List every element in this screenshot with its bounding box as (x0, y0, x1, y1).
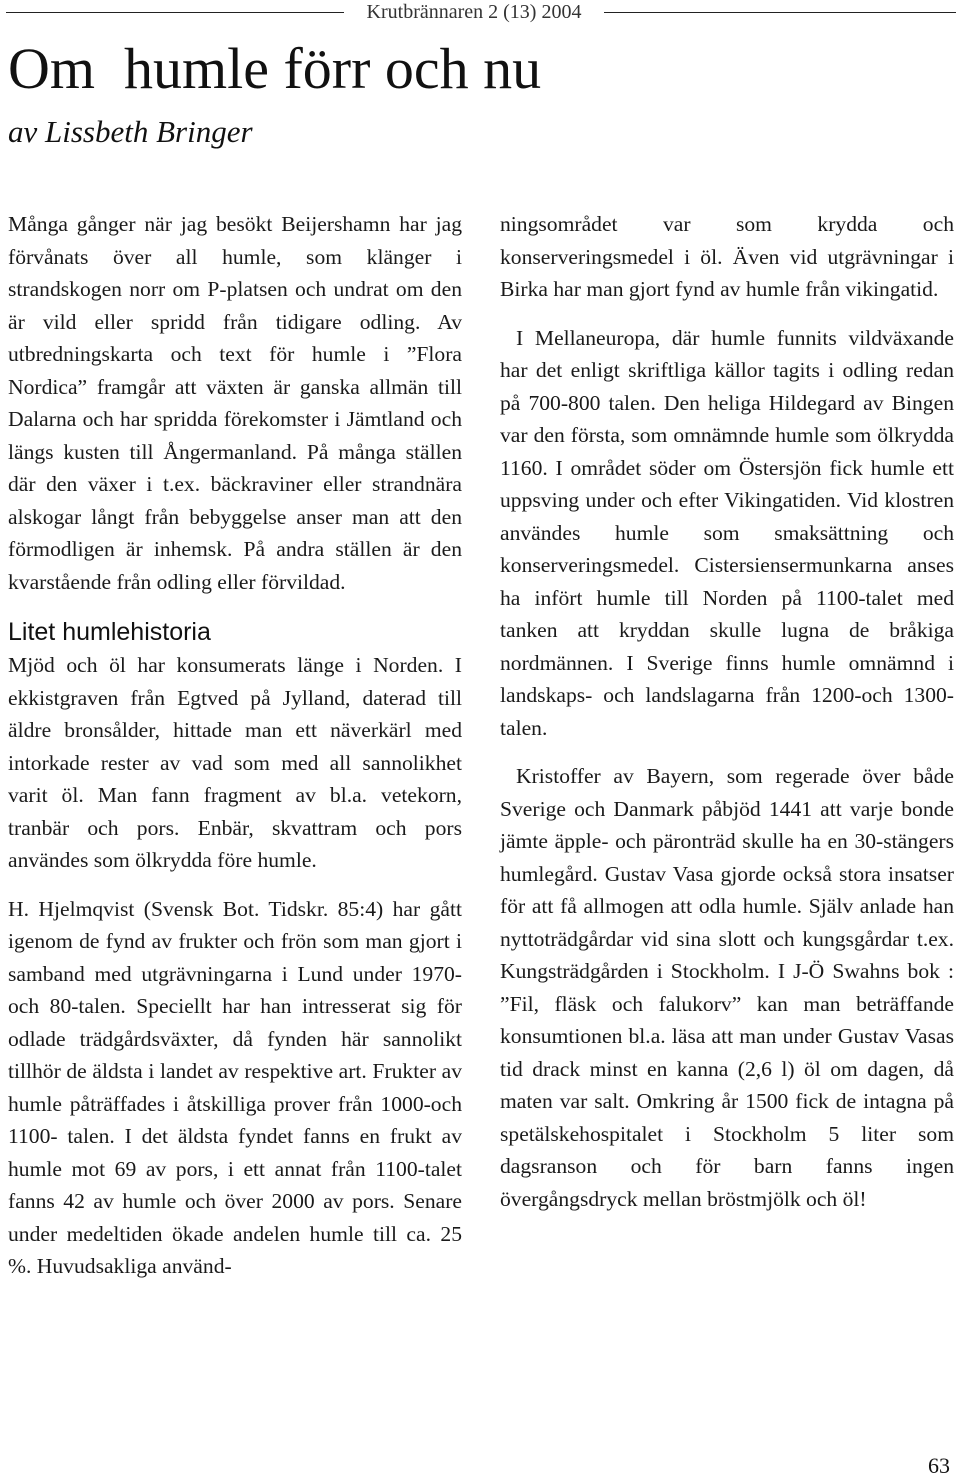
paragraph-kristoffer: Kristoffer av Bayern, som regerade över både Sverige och Danmark påbjöd 1441 att varje bonde jämte äpple- och päronträd skulle ha en 30-stängers humlegård. Gustav Vasa gjorde också stora insatser för att få allmogen att odla humle. Själv anlade han nyttoträdgårdar vid sina slott och kungsgårdar t.ex. Kungsträdgården i Stockholm. I J-Ö Swahns bok : ”Fil, fläsk och falukorv” kan man beträffande konsumtionen bl.a. läsa att man under Gustav Vasas tid drack minst en kanna (2,6 l) öl om dagen, då maten var salt. Omkring år 1500 fick de intagna på spetälskehospitalet i Stockholm 5 liter som dagsranson och för barn fanns ingen övergångsdryck mellan bröstmjölk och öl! (500, 764, 954, 1211)
paragraph-mellaneuropa: I Mellaneuropa, där humle funnits vildväxande har det enligt skriftliga källor tagits i odling redan på 700-800 talen. Den heliga Hildegard av Bingen var den första, som omnämnde humle som ölkrydda 1160. I området söder om Östersjön fick humle ett uppsving under och efter Vikingatiden. Vid klostren användes humle som smaksättning och konserveringsmedel. Cistersiensermunkarna anses ha infört humle till Norden på 1100-talet med tanken att kryddan skulle lugna de bråkiga nordmännen. I Sverige finns humle omnämnd i landskaps- och landslagarna från 1200-och 1300-talen. (500, 325, 954, 740)
running-head-rule-right (604, 12, 956, 13)
left-column (8, 208, 462, 1283)
paragraph-intro: Många gånger när jag besökt Beijershamn har jag förvånats över all humle, som klänger i strandskogen norr om P-platsen och undrat om den är vild eller spridd från tidigare odling. Av utbredningskarta och text för humle i ”Flora Nordica” framgår att växten är ganska allmän till Dalarna och har spridda förekomster i Jämtland och längs kusten till Ångermanland. På många ställen där den växer i t.ex. bäckraviner eller strandnära alskogar långt från bebyggelse anser man att den förmodligen är inhemsk. På andra ställen är den kvarstående från odling eller förvildad. (8, 212, 462, 594)
article-title: Om humle förr och nu (8, 36, 542, 101)
paragraph-continuation: ningsområdet var som krydda och konserveringsmedel i öl. Även vid utgrävningar i Birka har man gjort fynd av humle från vikingatid. (500, 212, 954, 301)
paragraph-hjelmqvist: H. Hjelmqvist (Svensk Bot. Tidskr. 85:4) har gått igenom de fynd av frukter och frön som man gjort i samband med utgrävningarna i Lund under 1970- och 80-talen. Speciellt har han intresserat sig för odlade trädgårdsväxter, då fynden här sannolikt tillhör de äldsta i landet av respektive art. Frukter av humle påträffades i åtskilliga prover från 1000-och 1100- talen. I det äldsta fyndet fanns en frukt av humle mot 69 av pors, i ett annat från 1100-talet fanns 42 av humle och över 2000 av pors. Senare under medeltiden ökade andelen humle till ca. 25 %. Huvudsakliga använd- (8, 896, 462, 1278)
article-byline: av Lissbeth Bringer (8, 114, 253, 149)
paragraph-mead: Mjöd och öl har konsumerats länge i Norden. I ekkistgraven från Egtved på Jylland, daterad till äldre bronsålder, hittade man ett näverkärl med intorkade rester av vad som med all sannolikhet varit öl. Man fann fragment av bl.a. vetekorn, tranbär och pors. Enbär, skvattram och pors användes som ölkrydda före humle. (8, 653, 462, 872)
page-number: 63 (928, 1453, 950, 1478)
running-head-label: Krutbrännaren 2 (13) 2004 (366, 1, 582, 23)
section-heading: Litet humlehistoria (8, 618, 211, 646)
right-column (500, 208, 954, 1215)
running-head-rule-left (6, 12, 344, 13)
running-head (0, 0, 960, 26)
